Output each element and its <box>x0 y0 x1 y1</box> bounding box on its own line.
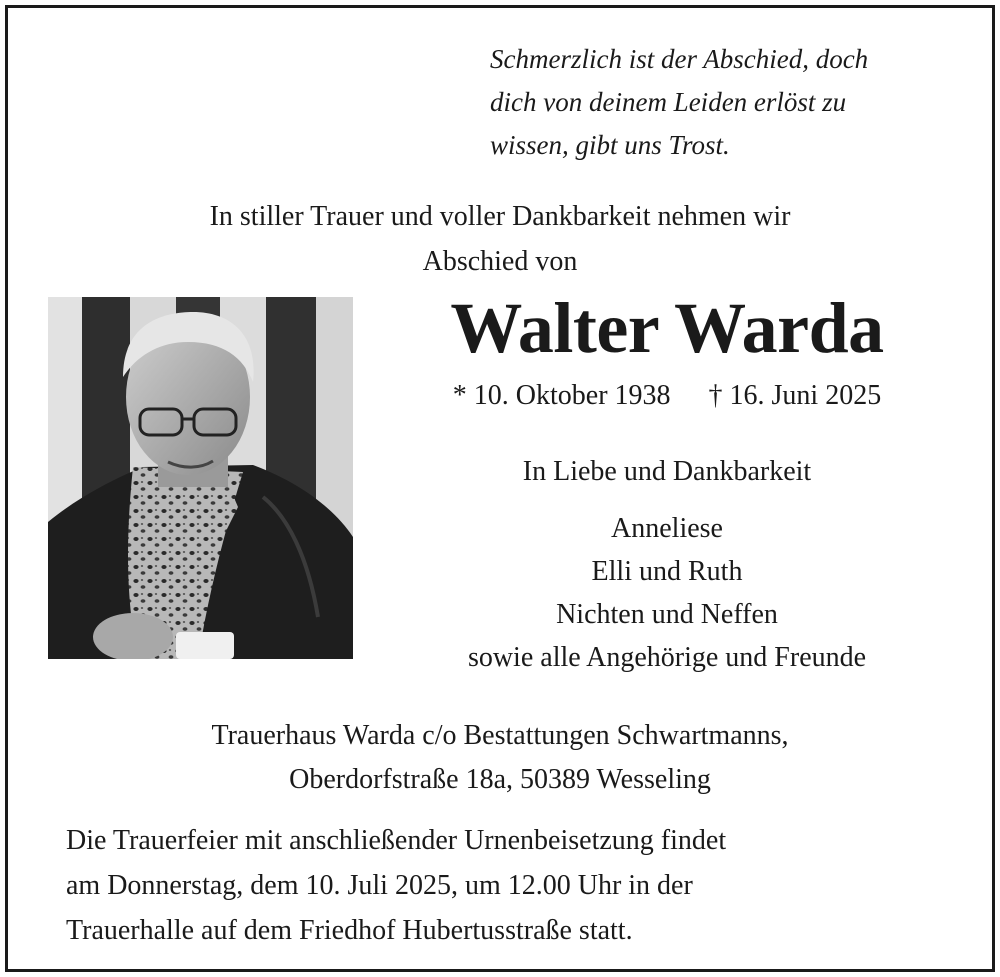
ceremony-line: Trauerhalle auf dem Friedhof Hubertusstraße statt. <box>66 915 633 946</box>
intro-text <box>0 194 1000 284</box>
consolation-quote <box>490 38 970 167</box>
life-dates <box>412 376 922 416</box>
mourners-block <box>412 450 922 679</box>
birth-date: * 10. Oktober 1938 <box>452 380 671 411</box>
intro-line: In stiller Trauer und voller Dankbarkeit nehmen wir <box>209 201 791 232</box>
portrait-photo <box>48 297 353 659</box>
mourner-line: Anneliese <box>611 513 723 544</box>
mourner-line: Elli und Ruth <box>591 556 743 587</box>
quote-line: dich von deinem Leiden erlöst zu <box>490 87 847 117</box>
mourner-line: sowie alle Angehörige und Freunde <box>467 642 867 673</box>
ceremony-line: am Donnerstag, dem 10. Juli 2025, um 12.00 Uhr in der <box>66 870 693 901</box>
funeral-home-address <box>0 714 1000 802</box>
deceased-name: Walter Warda <box>450 288 884 368</box>
quote-line: Schmerzlich ist der Abschied, doch <box>490 44 869 74</box>
mourners-heading: In Liebe und Dankbarkeit <box>522 456 812 487</box>
address-line: Trauerhaus Warda c/o Bestattungen Schwartmanns, <box>211 720 789 751</box>
ceremony-details <box>66 818 966 953</box>
address-line: Oberdorfstraße 18a, 50389 Wesseling <box>289 764 711 795</box>
death-date: † 16. Juni 2025 <box>708 380 882 411</box>
mourner-line: Nichten und Neffen <box>556 599 778 630</box>
intro-line: Abschied von <box>422 246 578 277</box>
quote-line: wissen, gibt uns Trost. <box>490 130 730 160</box>
ceremony-line: Die Trauerfeier mit anschließender Urnenbeisetzung findet <box>66 825 727 856</box>
